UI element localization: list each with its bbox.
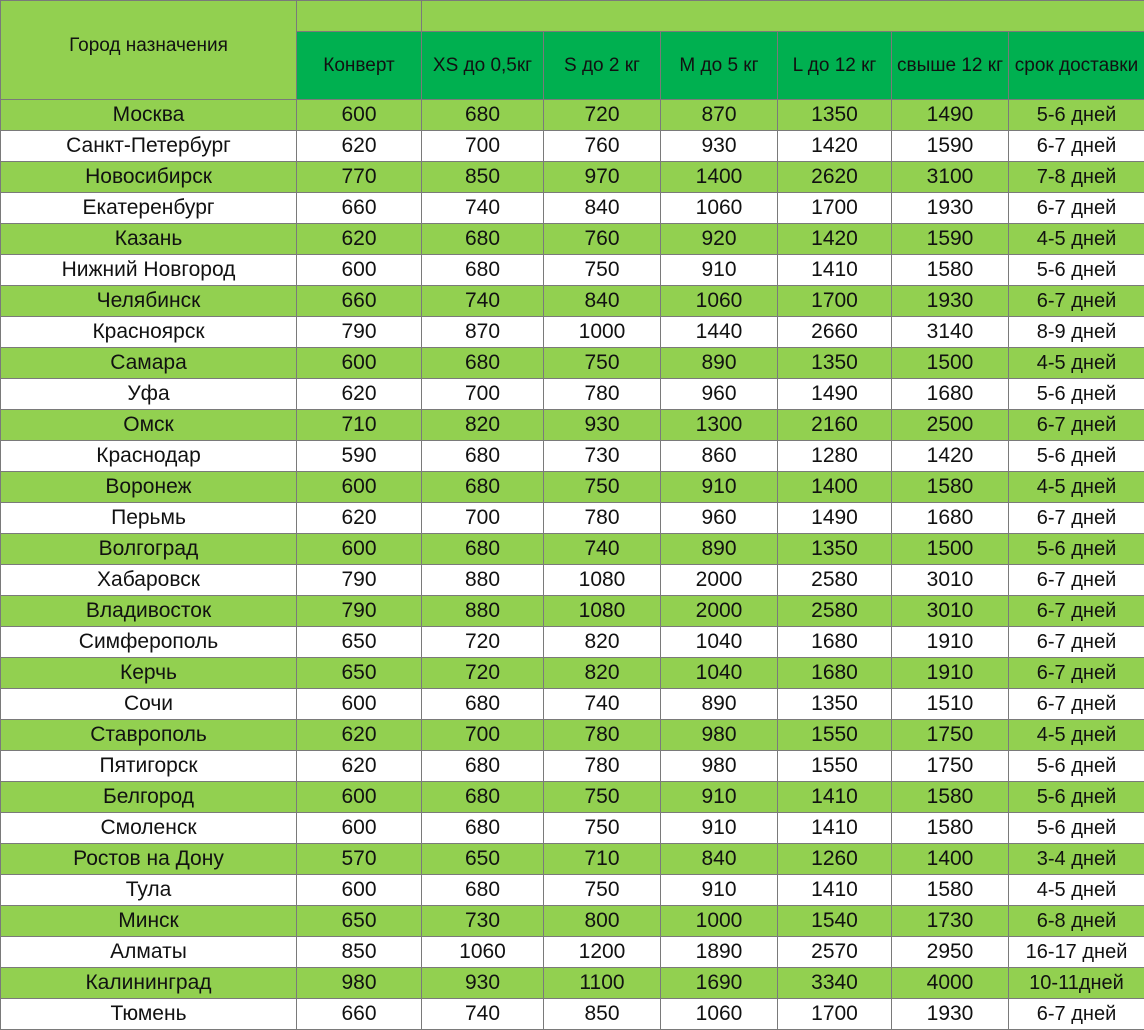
delivery-time-cell: 6-7 дней bbox=[1009, 503, 1144, 534]
envelope-price-cell: 600 bbox=[297, 875, 422, 906]
city-cell: Уфа bbox=[1, 379, 297, 410]
over-12-price-cell: 1580 bbox=[892, 255, 1009, 286]
table-body bbox=[1, 100, 1144, 1030]
over-12-price-cell: 1930 bbox=[892, 286, 1009, 317]
envelope-price-cell: 600 bbox=[297, 534, 422, 565]
over-12-price-cell: 1510 bbox=[892, 689, 1009, 720]
table-row bbox=[1, 286, 1144, 317]
xs-price-cell: 680 bbox=[422, 782, 544, 813]
xs-price-cell: 650 bbox=[422, 844, 544, 875]
delivery-time-cell: 6-7 дней bbox=[1009, 689, 1144, 720]
table-row bbox=[1, 255, 1144, 286]
table-row bbox=[1, 534, 1144, 565]
over-12-price-cell: 1580 bbox=[892, 813, 1009, 844]
city-cell: Владивосток bbox=[1, 596, 297, 627]
table-row bbox=[1, 813, 1144, 844]
l-price-cell: 1400 bbox=[778, 472, 892, 503]
m-price-cell: 1040 bbox=[661, 658, 778, 689]
s-price-cell: 740 bbox=[544, 689, 661, 720]
envelope-price-cell: 590 bbox=[297, 441, 422, 472]
city-cell: Челябинск bbox=[1, 286, 297, 317]
xs-price-cell: 680 bbox=[422, 224, 544, 255]
city-cell: Пятигорск bbox=[1, 751, 297, 782]
delivery-time-cell: 8-9 дней bbox=[1009, 317, 1144, 348]
l-price-cell: 1490 bbox=[778, 503, 892, 534]
table-row bbox=[1, 193, 1144, 224]
l-price-cell: 1550 bbox=[778, 751, 892, 782]
s-price-cell: 780 bbox=[544, 379, 661, 410]
over-12-price-cell: 1750 bbox=[892, 720, 1009, 751]
delivery-time-cell: 6-7 дней bbox=[1009, 286, 1144, 317]
m-price-cell: 2000 bbox=[661, 596, 778, 627]
s-price-cell: 1200 bbox=[544, 937, 661, 968]
envelope-price-cell: 600 bbox=[297, 472, 422, 503]
table-row bbox=[1, 689, 1144, 720]
l-price-cell: 3340 bbox=[778, 968, 892, 999]
xs-price-cell: 680 bbox=[422, 751, 544, 782]
xs-price-cell: 680 bbox=[422, 875, 544, 906]
city-cell: Тюмень bbox=[1, 999, 297, 1030]
m-price-cell: 910 bbox=[661, 875, 778, 906]
header-envelope: Конверт bbox=[297, 32, 422, 100]
l-price-cell: 2660 bbox=[778, 317, 892, 348]
delivery-time-cell: 5-6 дней bbox=[1009, 441, 1144, 472]
m-price-cell: 1690 bbox=[661, 968, 778, 999]
xs-price-cell: 730 bbox=[422, 906, 544, 937]
l-price-cell: 2580 bbox=[778, 565, 892, 596]
delivery-time-cell: 6-7 дней bbox=[1009, 596, 1144, 627]
envelope-price-cell: 600 bbox=[297, 782, 422, 813]
s-price-cell: 760 bbox=[544, 131, 661, 162]
city-cell: Волгоград bbox=[1, 534, 297, 565]
s-price-cell: 750 bbox=[544, 255, 661, 286]
delivery-time-cell: 4-5 дней bbox=[1009, 720, 1144, 751]
xs-price-cell: 680 bbox=[422, 534, 544, 565]
xs-price-cell: 870 bbox=[422, 317, 544, 348]
table-row bbox=[1, 999, 1144, 1030]
m-price-cell: 910 bbox=[661, 472, 778, 503]
m-price-cell: 960 bbox=[661, 379, 778, 410]
table-row bbox=[1, 441, 1144, 472]
l-price-cell: 1280 bbox=[778, 441, 892, 472]
envelope-price-cell: 600 bbox=[297, 689, 422, 720]
s-price-cell: 750 bbox=[544, 472, 661, 503]
header-m: M до 5 кг bbox=[661, 32, 778, 100]
table-row bbox=[1, 472, 1144, 503]
delivery-time-cell: 6-7 дней bbox=[1009, 410, 1144, 441]
s-price-cell: 930 bbox=[544, 410, 661, 441]
m-price-cell: 1060 bbox=[661, 193, 778, 224]
xs-price-cell: 700 bbox=[422, 720, 544, 751]
s-price-cell: 840 bbox=[544, 286, 661, 317]
delivery-time-cell: 5-6 дней bbox=[1009, 813, 1144, 844]
delivery-time-cell: 6-8 дней bbox=[1009, 906, 1144, 937]
xs-price-cell: 680 bbox=[422, 348, 544, 379]
city-cell: Тула bbox=[1, 875, 297, 906]
table-row bbox=[1, 906, 1144, 937]
m-price-cell: 910 bbox=[661, 255, 778, 286]
envelope-price-cell: 770 bbox=[297, 162, 422, 193]
table-row bbox=[1, 658, 1144, 689]
xs-price-cell: 930 bbox=[422, 968, 544, 999]
city-cell: Симферополь bbox=[1, 627, 297, 658]
city-cell: Омск bbox=[1, 410, 297, 441]
envelope-price-cell: 620 bbox=[297, 131, 422, 162]
l-price-cell: 1410 bbox=[778, 255, 892, 286]
xs-price-cell: 880 bbox=[422, 596, 544, 627]
m-price-cell: 1400 bbox=[661, 162, 778, 193]
envelope-price-cell: 600 bbox=[297, 348, 422, 379]
over-12-price-cell: 1500 bbox=[892, 534, 1009, 565]
header-blank-cell bbox=[297, 1, 422, 32]
s-price-cell: 840 bbox=[544, 193, 661, 224]
envelope-price-cell: 620 bbox=[297, 224, 422, 255]
table-row bbox=[1, 410, 1144, 441]
m-price-cell: 980 bbox=[661, 751, 778, 782]
delivery-time-cell: 4-5 дней bbox=[1009, 875, 1144, 906]
m-price-cell: 1060 bbox=[661, 999, 778, 1030]
envelope-price-cell: 790 bbox=[297, 565, 422, 596]
xs-price-cell: 680 bbox=[422, 813, 544, 844]
table-row bbox=[1, 782, 1144, 813]
envelope-price-cell: 600 bbox=[297, 813, 422, 844]
table-row bbox=[1, 627, 1144, 658]
l-price-cell: 1700 bbox=[778, 193, 892, 224]
over-12-price-cell: 1590 bbox=[892, 131, 1009, 162]
l-price-cell: 1540 bbox=[778, 906, 892, 937]
header-over-12: свыше 12 кг bbox=[892, 32, 1009, 100]
envelope-price-cell: 620 bbox=[297, 379, 422, 410]
envelope-price-cell: 650 bbox=[297, 627, 422, 658]
xs-price-cell: 680 bbox=[422, 472, 544, 503]
delivery-time-cell: 4-5 дней bbox=[1009, 348, 1144, 379]
xs-price-cell: 700 bbox=[422, 503, 544, 534]
delivery-time-cell: 5-6 дней bbox=[1009, 782, 1144, 813]
city-cell: Минск bbox=[1, 906, 297, 937]
delivery-time-cell: 10-11дней bbox=[1009, 968, 1144, 999]
s-price-cell: 1080 bbox=[544, 565, 661, 596]
table-row bbox=[1, 379, 1144, 410]
s-price-cell: 780 bbox=[544, 751, 661, 782]
city-cell: Новосибирск bbox=[1, 162, 297, 193]
header-s: S до 2 кг bbox=[544, 32, 661, 100]
header-city: Город назначения bbox=[1, 1, 297, 100]
m-price-cell: 1890 bbox=[661, 937, 778, 968]
over-12-price-cell: 3010 bbox=[892, 565, 1009, 596]
over-12-price-cell: 3100 bbox=[892, 162, 1009, 193]
table-row bbox=[1, 844, 1144, 875]
city-cell: Хабаровск bbox=[1, 565, 297, 596]
m-price-cell: 910 bbox=[661, 813, 778, 844]
envelope-price-cell: 790 bbox=[297, 596, 422, 627]
over-12-price-cell: 1490 bbox=[892, 100, 1009, 131]
table-row bbox=[1, 968, 1144, 999]
envelope-price-cell: 660 bbox=[297, 286, 422, 317]
xs-price-cell: 820 bbox=[422, 410, 544, 441]
s-price-cell: 820 bbox=[544, 658, 661, 689]
header-blank-span bbox=[422, 1, 1144, 32]
m-price-cell: 1000 bbox=[661, 906, 778, 937]
table-row bbox=[1, 720, 1144, 751]
s-price-cell: 1100 bbox=[544, 968, 661, 999]
l-price-cell: 1410 bbox=[778, 875, 892, 906]
l-price-cell: 1260 bbox=[778, 844, 892, 875]
header-xs: XS до 0,5кг bbox=[422, 32, 544, 100]
city-cell: Перьмь bbox=[1, 503, 297, 534]
l-price-cell: 1700 bbox=[778, 999, 892, 1030]
delivery-time-cell: 16-17 дней bbox=[1009, 937, 1144, 968]
envelope-price-cell: 980 bbox=[297, 968, 422, 999]
l-price-cell: 2580 bbox=[778, 596, 892, 627]
envelope-price-cell: 660 bbox=[297, 999, 422, 1030]
m-price-cell: 860 bbox=[661, 441, 778, 472]
xs-price-cell: 680 bbox=[422, 255, 544, 286]
delivery-time-cell: 6-7 дней bbox=[1009, 627, 1144, 658]
over-12-price-cell: 1910 bbox=[892, 658, 1009, 689]
city-cell: Белгород bbox=[1, 782, 297, 813]
city-cell: Керчь bbox=[1, 658, 297, 689]
envelope-price-cell: 570 bbox=[297, 844, 422, 875]
table-row bbox=[1, 875, 1144, 906]
over-12-price-cell: 3140 bbox=[892, 317, 1009, 348]
city-cell: Калининград bbox=[1, 968, 297, 999]
s-price-cell: 820 bbox=[544, 627, 661, 658]
envelope-price-cell: 620 bbox=[297, 751, 422, 782]
m-price-cell: 980 bbox=[661, 720, 778, 751]
table-row bbox=[1, 565, 1144, 596]
s-price-cell: 780 bbox=[544, 503, 661, 534]
city-cell: Алматы bbox=[1, 937, 297, 968]
s-price-cell: 850 bbox=[544, 999, 661, 1030]
table-row bbox=[1, 131, 1144, 162]
s-price-cell: 750 bbox=[544, 782, 661, 813]
envelope-price-cell: 650 bbox=[297, 658, 422, 689]
xs-price-cell: 740 bbox=[422, 999, 544, 1030]
delivery-time-cell: 4-5 дней bbox=[1009, 224, 1144, 255]
table-row bbox=[1, 317, 1144, 348]
m-price-cell: 2000 bbox=[661, 565, 778, 596]
xs-price-cell: 680 bbox=[422, 100, 544, 131]
m-price-cell: 870 bbox=[661, 100, 778, 131]
l-price-cell: 1350 bbox=[778, 689, 892, 720]
over-12-price-cell: 2500 bbox=[892, 410, 1009, 441]
city-cell: Санкт-Петербург bbox=[1, 131, 297, 162]
header-delivery-time: срок доставки bbox=[1009, 32, 1144, 100]
s-price-cell: 730 bbox=[544, 441, 661, 472]
l-price-cell: 1350 bbox=[778, 348, 892, 379]
city-cell: Ростов на Дону bbox=[1, 844, 297, 875]
xs-price-cell: 720 bbox=[422, 627, 544, 658]
over-12-price-cell: 1580 bbox=[892, 472, 1009, 503]
s-price-cell: 1000 bbox=[544, 317, 661, 348]
city-cell: Воронеж bbox=[1, 472, 297, 503]
l-price-cell: 1700 bbox=[778, 286, 892, 317]
table-row bbox=[1, 937, 1144, 968]
l-price-cell: 2620 bbox=[778, 162, 892, 193]
s-price-cell: 1080 bbox=[544, 596, 661, 627]
over-12-price-cell: 1680 bbox=[892, 379, 1009, 410]
city-cell: Ставрополь bbox=[1, 720, 297, 751]
l-price-cell: 1350 bbox=[778, 534, 892, 565]
delivery-time-cell: 7-8 дней bbox=[1009, 162, 1144, 193]
l-price-cell: 1410 bbox=[778, 782, 892, 813]
envelope-price-cell: 620 bbox=[297, 503, 422, 534]
envelope-price-cell: 600 bbox=[297, 100, 422, 131]
delivery-time-cell: 5-6 дней bbox=[1009, 534, 1144, 565]
s-price-cell: 720 bbox=[544, 100, 661, 131]
xs-price-cell: 680 bbox=[422, 689, 544, 720]
s-price-cell: 780 bbox=[544, 720, 661, 751]
table-row bbox=[1, 162, 1144, 193]
l-price-cell: 1680 bbox=[778, 658, 892, 689]
over-12-price-cell: 1930 bbox=[892, 193, 1009, 224]
delivery-time-cell: 3-4 дней bbox=[1009, 844, 1144, 875]
over-12-price-cell: 2950 bbox=[892, 937, 1009, 968]
over-12-price-cell: 1910 bbox=[892, 627, 1009, 658]
xs-price-cell: 740 bbox=[422, 286, 544, 317]
m-price-cell: 840 bbox=[661, 844, 778, 875]
city-cell: Смоленск bbox=[1, 813, 297, 844]
delivery-time-cell: 6-7 дней bbox=[1009, 658, 1144, 689]
s-price-cell: 750 bbox=[544, 813, 661, 844]
m-price-cell: 930 bbox=[661, 131, 778, 162]
m-price-cell: 890 bbox=[661, 534, 778, 565]
l-price-cell: 1550 bbox=[778, 720, 892, 751]
table-row bbox=[1, 751, 1144, 782]
header-top-row bbox=[1, 1, 1144, 32]
m-price-cell: 1300 bbox=[661, 410, 778, 441]
over-12-price-cell: 1580 bbox=[892, 875, 1009, 906]
city-cell: Краснодар bbox=[1, 441, 297, 472]
s-price-cell: 740 bbox=[544, 534, 661, 565]
over-12-price-cell: 1930 bbox=[892, 999, 1009, 1030]
xs-price-cell: 700 bbox=[422, 131, 544, 162]
over-12-price-cell: 4000 bbox=[892, 968, 1009, 999]
envelope-price-cell: 790 bbox=[297, 317, 422, 348]
over-12-price-cell: 1400 bbox=[892, 844, 1009, 875]
city-cell: Екатеренбург bbox=[1, 193, 297, 224]
table-row bbox=[1, 348, 1144, 379]
header-l: L до 12 кг bbox=[778, 32, 892, 100]
table-row bbox=[1, 224, 1144, 255]
over-12-price-cell: 1730 bbox=[892, 906, 1009, 937]
l-price-cell: 2160 bbox=[778, 410, 892, 441]
over-12-price-cell: 1750 bbox=[892, 751, 1009, 782]
envelope-price-cell: 850 bbox=[297, 937, 422, 968]
envelope-price-cell: 710 bbox=[297, 410, 422, 441]
xs-price-cell: 720 bbox=[422, 658, 544, 689]
city-cell: Москва bbox=[1, 100, 297, 131]
l-price-cell: 1680 bbox=[778, 627, 892, 658]
m-price-cell: 1040 bbox=[661, 627, 778, 658]
table-row bbox=[1, 596, 1144, 627]
delivery-time-cell: 6-7 дней bbox=[1009, 193, 1144, 224]
s-price-cell: 750 bbox=[544, 348, 661, 379]
delivery-time-cell: 6-7 дней bbox=[1009, 565, 1144, 596]
delivery-time-cell: 4-5 дней bbox=[1009, 472, 1144, 503]
city-cell: Казань bbox=[1, 224, 297, 255]
xs-price-cell: 880 bbox=[422, 565, 544, 596]
s-price-cell: 750 bbox=[544, 875, 661, 906]
table-header bbox=[1, 1, 1144, 100]
delivery-time-cell: 5-6 дней bbox=[1009, 751, 1144, 782]
xs-price-cell: 680 bbox=[422, 441, 544, 472]
city-cell: Самара bbox=[1, 348, 297, 379]
m-price-cell: 890 bbox=[661, 689, 778, 720]
s-price-cell: 970 bbox=[544, 162, 661, 193]
l-price-cell: 1490 bbox=[778, 379, 892, 410]
envelope-price-cell: 660 bbox=[297, 193, 422, 224]
delivery-time-cell: 5-6 дней bbox=[1009, 255, 1144, 286]
table-row bbox=[1, 100, 1144, 131]
s-price-cell: 710 bbox=[544, 844, 661, 875]
m-price-cell: 1060 bbox=[661, 286, 778, 317]
l-price-cell: 1350 bbox=[778, 100, 892, 131]
over-12-price-cell: 1680 bbox=[892, 503, 1009, 534]
envelope-price-cell: 650 bbox=[297, 906, 422, 937]
over-12-price-cell: 1590 bbox=[892, 224, 1009, 255]
l-price-cell: 2570 bbox=[778, 937, 892, 968]
m-price-cell: 1440 bbox=[661, 317, 778, 348]
delivery-time-cell: 5-6 дней bbox=[1009, 379, 1144, 410]
m-price-cell: 910 bbox=[661, 782, 778, 813]
envelope-price-cell: 600 bbox=[297, 255, 422, 286]
xs-price-cell: 850 bbox=[422, 162, 544, 193]
m-price-cell: 920 bbox=[661, 224, 778, 255]
s-price-cell: 800 bbox=[544, 906, 661, 937]
xs-price-cell: 700 bbox=[422, 379, 544, 410]
city-cell: Нижний Новгород bbox=[1, 255, 297, 286]
over-12-price-cell: 3010 bbox=[892, 596, 1009, 627]
xs-price-cell: 1060 bbox=[422, 937, 544, 968]
city-cell: Красноярск bbox=[1, 317, 297, 348]
delivery-time-cell: 6-7 дней bbox=[1009, 131, 1144, 162]
delivery-time-cell: 5-6 дней bbox=[1009, 100, 1144, 131]
over-12-price-cell: 1500 bbox=[892, 348, 1009, 379]
over-12-price-cell: 1420 bbox=[892, 441, 1009, 472]
m-price-cell: 890 bbox=[661, 348, 778, 379]
over-12-price-cell: 1580 bbox=[892, 782, 1009, 813]
city-cell: Сочи bbox=[1, 689, 297, 720]
l-price-cell: 1420 bbox=[778, 224, 892, 255]
xs-price-cell: 740 bbox=[422, 193, 544, 224]
envelope-price-cell: 620 bbox=[297, 720, 422, 751]
m-price-cell: 960 bbox=[661, 503, 778, 534]
s-price-cell: 760 bbox=[544, 224, 661, 255]
l-price-cell: 1420 bbox=[778, 131, 892, 162]
delivery-time-cell: 6-7 дней bbox=[1009, 999, 1144, 1030]
l-price-cell: 1410 bbox=[778, 813, 892, 844]
table-row bbox=[1, 503, 1144, 534]
